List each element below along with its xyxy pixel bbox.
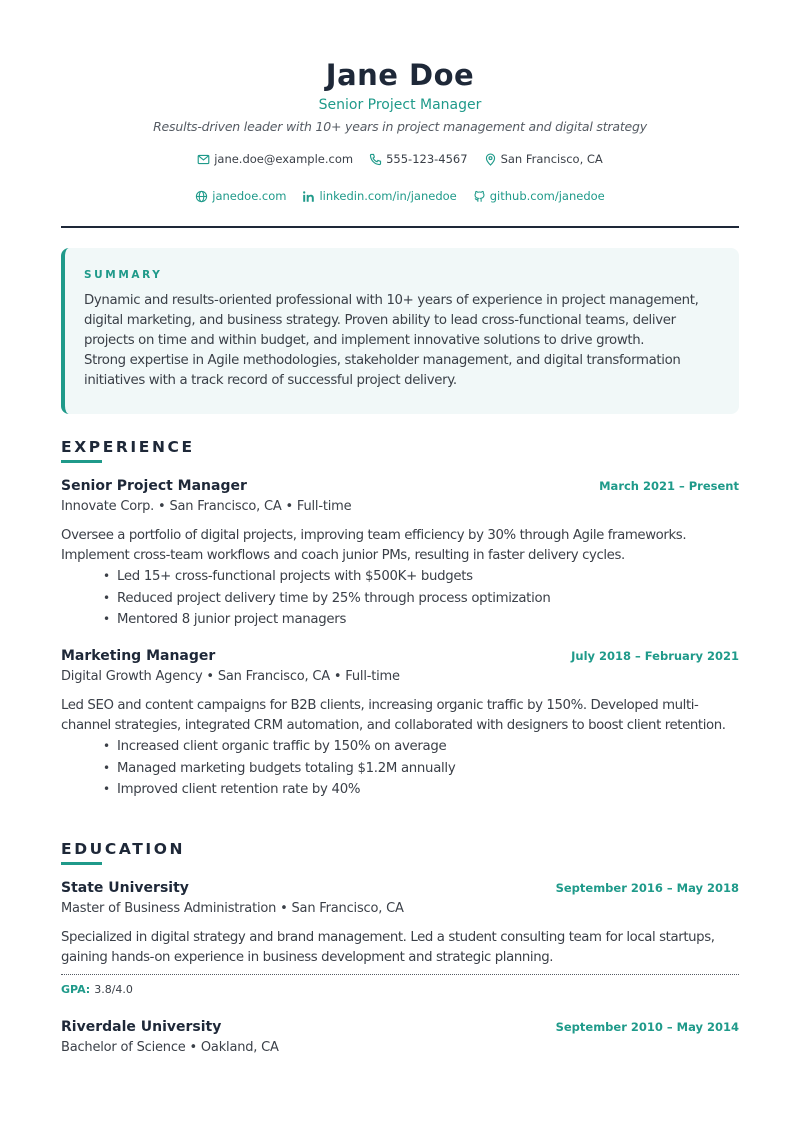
education-underline bbox=[61, 862, 102, 865]
contact-location bbox=[484, 152, 603, 166]
contact-email[interactable] bbox=[197, 152, 353, 166]
link-linkedin[interactable] bbox=[302, 189, 456, 203]
resume-header bbox=[61, 0, 739, 203]
phone-icon bbox=[369, 153, 382, 166]
github-icon bbox=[473, 190, 486, 203]
job-bullet: • Improved client retention rate by 40% bbox=[103, 779, 739, 801]
school-date: September 2010 – May 2014 bbox=[555, 1020, 739, 1034]
summary-section bbox=[61, 248, 739, 414]
degree-subtitle: Bachelor of Science • Oakland, CA bbox=[61, 1040, 279, 1055]
school-name: State University bbox=[61, 880, 189, 896]
summary-text bbox=[84, 291, 721, 391]
experience-entry bbox=[61, 647, 739, 801]
link-website[interactable] bbox=[195, 189, 286, 203]
job-subtitle: Digital Growth Agency • San Francisco, CA • Full-time bbox=[61, 669, 400, 684]
job-subtitle: Innovate Corp. • San Francisco, CA • Full-time bbox=[61, 499, 352, 514]
gpa-label: GPA: bbox=[61, 983, 91, 996]
contact-row bbox=[61, 152, 739, 166]
summary-paragraph: Strong expertise in Agile methodologies, stakeholder management, and digital transformation initiatives with a track record of successful project delivery. bbox=[84, 353, 681, 388]
gpa-value: 3.8/4.0 bbox=[94, 983, 133, 996]
experience-entry bbox=[61, 477, 739, 631]
job-bullet: • Increased client organic traffic by 150% on average bbox=[103, 736, 739, 758]
job-date: March 2021 – Present bbox=[599, 479, 739, 493]
gpa bbox=[61, 983, 739, 997]
location-icon bbox=[484, 153, 497, 166]
job-title: Senior Project Manager bbox=[61, 478, 247, 494]
website-text: janedoe.com bbox=[212, 189, 287, 203]
links-row bbox=[61, 189, 739, 203]
education-entry bbox=[61, 1018, 739, 1057]
summary-paragraph: Dynamic and results-oriented professional with 10+ years of experience in project management, digital marketing, and business strategy. Proven ability to lead cross-functional teams, deliver projects on time and within budget, and implement innovative solutions to drive growth. bbox=[84, 293, 699, 348]
school-description: Specialized in digital strategy and brand management. Led a student consulting team for local startups, gaining hands-on experience in business development and strategic planning. bbox=[61, 930, 715, 965]
linkedin-icon bbox=[302, 190, 315, 203]
globe-icon bbox=[195, 190, 208, 203]
linkedin-text: linkedin.com/in/janedoe bbox=[319, 189, 457, 203]
candidate-tagline: Results-driven leader with 10+ years in project management and digital strategy bbox=[153, 119, 647, 134]
experience-underline bbox=[61, 460, 102, 463]
job-bullet: • Led 15+ cross-functional projects with $500K+ budgets bbox=[103, 566, 739, 588]
school-date: September 2016 – May 2018 bbox=[555, 881, 739, 895]
resume-page bbox=[61, 0, 739, 1055]
contact-phone[interactable] bbox=[369, 152, 467, 166]
location-text: San Francisco, CA bbox=[500, 152, 603, 166]
job-bullets bbox=[103, 736, 739, 801]
candidate-name: Jane Doe bbox=[325, 58, 475, 92]
school-name: Riverdale University bbox=[61, 1019, 222, 1035]
header-divider bbox=[61, 226, 739, 228]
experience-heading: EXPERIENCE bbox=[61, 438, 195, 456]
education-entry bbox=[61, 879, 739, 997]
dotted-divider bbox=[61, 974, 739, 975]
job-description: Oversee a portfolio of digital projects, improving team efficiency by 30% through Agile frameworks. Implement cross-team workflows and coach junior PMs, resulting in faster delivery cycles. bbox=[61, 528, 687, 563]
job-date: July 2018 – February 2021 bbox=[571, 649, 739, 663]
mail-icon bbox=[197, 153, 210, 166]
github-text: github.com/janedoe bbox=[489, 189, 605, 203]
job-bullet: • Managed marketing budgets totaling $1.2M annually bbox=[103, 758, 739, 780]
candidate-title: Senior Project Manager bbox=[318, 97, 482, 113]
summary-heading: SUMMARY bbox=[84, 269, 163, 281]
job-bullets bbox=[103, 566, 739, 631]
degree-subtitle: Master of Business Administration • San Francisco, CA bbox=[61, 901, 404, 916]
job-bullet: • Mentored 8 junior project managers bbox=[103, 609, 739, 631]
job-description: Led SEO and content campaigns for B2B clients, increasing organic traffic by 150%. Developed multi-channel strategies, integrated CRM automation, and collaborated with designers to boost client retention. bbox=[61, 698, 726, 733]
email-text: jane.doe@example.com bbox=[214, 152, 354, 166]
job-bullet: • Reduced project delivery time by 25% through process optimization bbox=[103, 588, 739, 610]
link-github[interactable] bbox=[473, 189, 605, 203]
job-title: Marketing Manager bbox=[61, 648, 216, 664]
education-heading: EDUCATION bbox=[61, 840, 186, 858]
phone-text: 555-123-4567 bbox=[386, 152, 468, 166]
